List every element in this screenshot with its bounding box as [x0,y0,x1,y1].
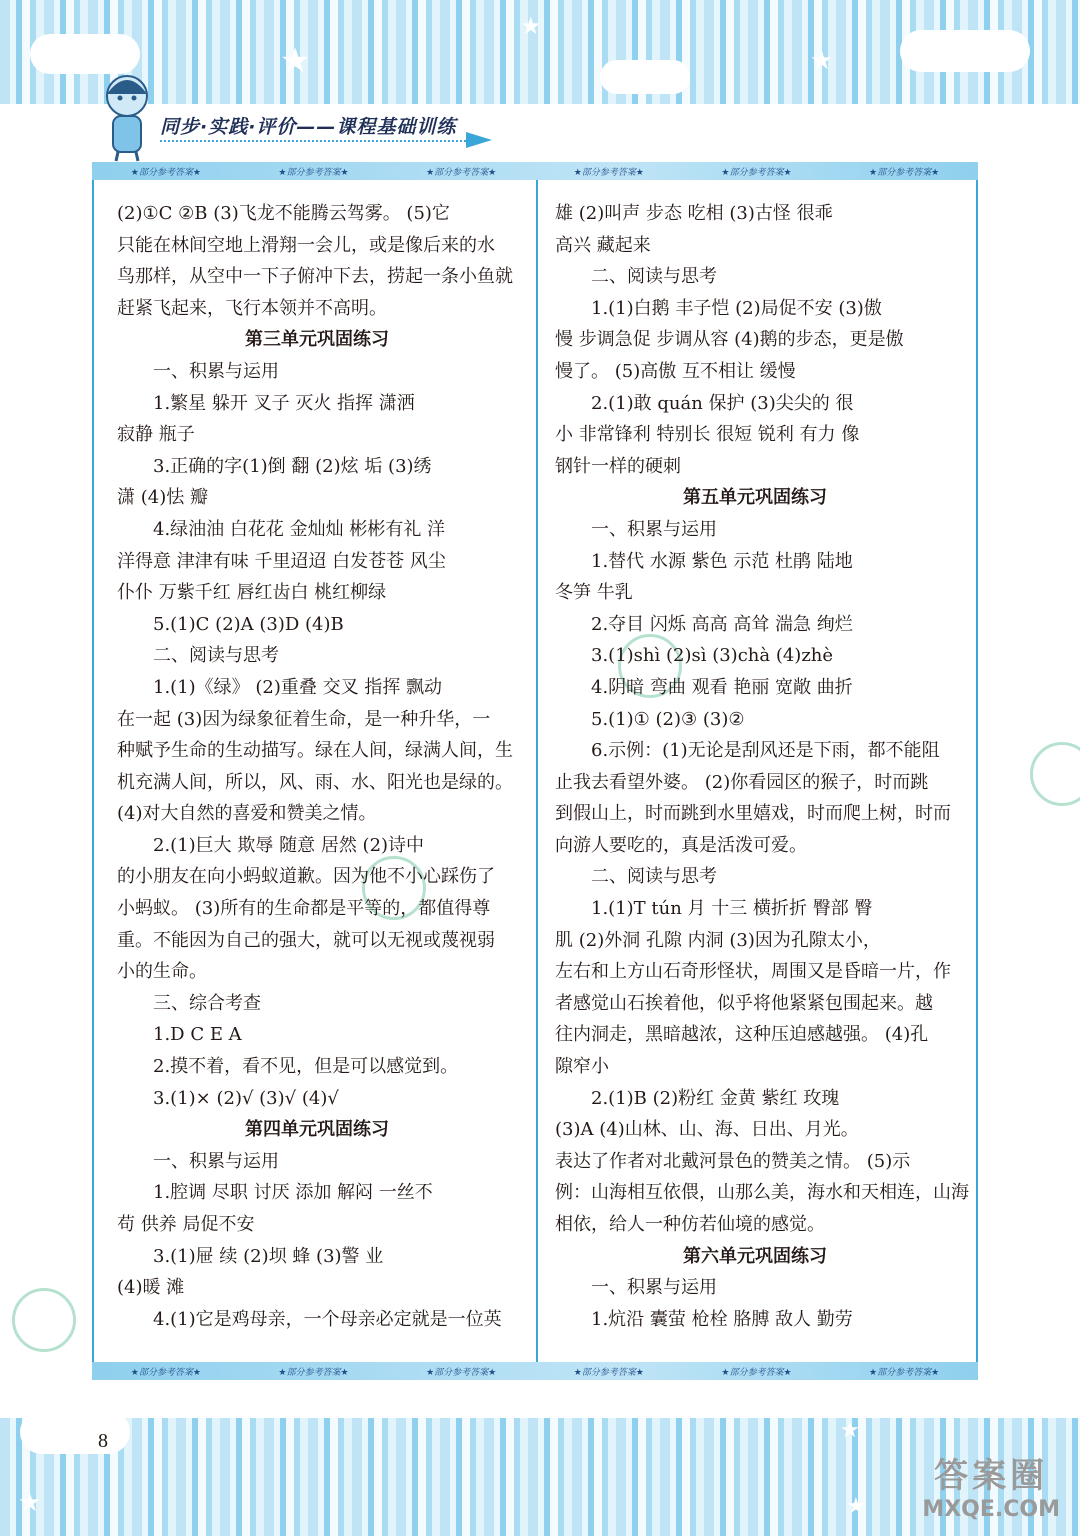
cloud-decoration [30,34,140,74]
answer-line: 潇 (4)怯 瓣 [117,487,208,509]
answer-line: 赶紧飞起来，飞行本领并不高明。 [117,297,387,319]
corner-logo [922,1448,1060,1522]
band-label: ★部分参考答案★ [278,1367,349,1378]
band-label: ★部分参考答案★ [573,1367,644,1378]
answer-line: 洋得意 津津有味 千里迢迢 白发苍苍 风尘 [117,550,446,572]
answer-line: 5.(1)① (2)③ (3)② [591,708,745,730]
answer-line: 2.(1)巨大 欺辱 随意 居然 (2)诗中 [153,834,425,856]
answer-line: 种赋予生命的生动描写。绿在人间，绿满人间，生 [117,740,513,762]
answer-line: (4)暖 滩 [117,1277,185,1299]
answer-line: 3.(1)× (2)√ (3)√ (4)√ [153,1087,339,1109]
answer-line: 2.(1)B (2)粉红 金黄 紫红 玫瑰 [591,1087,840,1109]
section-heading: 第三单元巩固练习 [245,329,389,351]
answer-line: 慢 步调急促 步调从容 (4)鹅的步态，更是傲 [555,329,904,351]
answer-line: 3.正确的字(1)倒 翻 (2)炫 垢 (3)绣 [153,455,432,477]
star-icon: ★ [846,1494,866,1519]
section-heading: 第四单元巩固练习 [245,1119,389,1141]
answer-band-top [92,162,978,180]
section-heading: 第五单元巩固练习 [683,487,827,509]
title-underline [160,140,466,142]
cloud-decoration [600,60,690,94]
page-number: 8 [98,1430,108,1452]
answer-line: 1.(1)T tún 月 十三 横折折 臀部 臀 [591,898,873,920]
answer-line: 二、阅读与思考 [591,866,717,888]
band-label: ★部分参考答案★ [130,167,201,178]
answer-line: 在一起 (3)因为绿象征着生命，是一种升华，一 [117,708,491,730]
answer-line: 苟 供养 局促不安 [117,1214,255,1235]
answer-line: 小蚂蚁。 (3)所有的生命都是平等的，都值得尊 [117,898,491,920]
answer-line: 鸟那样，从空中一下子俯冲下去，捞起一条小鱼就 [117,266,513,288]
answer-line: 一、积累与运用 [153,1150,279,1172]
answer-line: 6.示例：(1)无论是刮风还是下雨，都不能阻 [591,740,940,762]
band-label: ★部分参考答案★ [278,167,349,178]
arrow-icon [466,132,492,148]
band-label: ★部分参考答案★ [721,1367,792,1378]
answer-column-right [555,198,969,1335]
answer-line: 的小朋友在向小蚂蚁道歉。因为他不小心踩伤了 [117,866,495,888]
series-title: 同步·实践·评价——课程基础训练 [160,116,457,138]
star-icon: ★ [810,46,834,76]
answer-line: 1.(1)白鹅 丰子恺 (2)局促不安 (3)傲 [591,297,882,319]
answer-line: 只能在林间空地上滑翔一会儿，或是像后来的水 [117,234,495,256]
answer-line: 4.绿油油 白花花 金灿灿 彬彬有礼 洋 [153,518,446,540]
answer-line: 1.炕沿 囊萤 枪栓 胳膊 敌人 勤劳 [591,1308,853,1330]
answer-line: 一、积累与运用 [591,1277,717,1299]
answer-line: (4)对大自然的喜爱和赞美之情。 [117,803,377,825]
watermark-stamp [12,1288,76,1352]
answer-line: (3)A (4)山林、山、海、日出、月光。 [555,1119,859,1141]
answer-line: 肌 (2)外洞 孔隙 内洞 (3)因为孔隙太小， [555,929,881,951]
band-label: ★部分参考答案★ [573,167,644,178]
star-icon: ★ [840,1418,860,1443]
answer-line: (2)①C ②B (3)飞龙不能腾云驾雾。 (5)它 [117,203,450,224]
answer-column-left [117,198,517,1335]
band-label: ★部分参考答案★ [869,1367,940,1378]
answer-line: 向游人要吃的，真是活泼可爱。 [555,834,807,856]
answer-line: 2.(1)敢 quán 保护 (3)尖尖的 很 [591,392,854,414]
corner-logo-url: MXQE.COM [922,1497,1060,1522]
answer-band-bottom [92,1362,978,1380]
answer-line: 慢了。 (5)高傲 互不相让 缓慢 [555,360,796,382]
watermark-stamp [1030,742,1080,806]
band-label: ★部分参考答案★ [426,1367,497,1378]
answer-line: 1.替代 水源 紫色 示范 杜鹃 陆地 [591,550,853,572]
answer-line: 3.(1)屉 续 (2)坝 蜂 (3)警 业 [153,1245,384,1267]
answer-line: 钢针一样的硬刺 [555,455,681,477]
answer-line: 三、综合考查 [153,992,261,1014]
answer-line: 4.阴暗 弯曲 观看 艳丽 宽敞 曲折 [591,676,853,698]
answer-line: 机充满人间，所以，风、雨、水、阳光也是绿的。 [117,771,513,793]
answer-line: 1.(1)《绿》 (2)重叠 交叉 指挥 飘动 [153,676,443,698]
answer-line: 寂静 瓶子 [117,424,195,446]
answer-line: 仆仆 万紫千红 唇红齿白 桃红柳绿 [117,582,387,604]
answer-line: 一、积累与运用 [591,518,717,540]
answer-line: 止我去看望外婆。 (2)你看园区的猴子，时而跳 [555,771,929,793]
mascot-icon [96,70,158,162]
section-heading: 第六单元巩固练习 [683,1245,827,1267]
band-label: ★部分参考答案★ [426,167,497,178]
band-label: ★部分参考答案★ [721,167,792,178]
answer-line: 冬笋 牛乳 [555,582,633,604]
answer-line: 2.摸不着，看不见，但是可以感觉到。 [153,1056,459,1078]
cloud-decoration [900,30,1030,72]
answer-line: 4.(1)它是鸡母亲，一个母亲必定就是一位英 [153,1308,502,1330]
answer-line: 小的生命。 [117,961,207,983]
answer-line: 一、积累与运用 [153,360,279,382]
answer-line: 左右和上方山石奇形怪状，周围又是昏暗一片，作 [555,961,951,983]
band-label: ★部分参考答案★ [869,167,940,178]
answer-line: 2.夺目 闪烁 高高 高耸 湍急 绚烂 [591,613,853,635]
answer-line: 雄 (2)叫声 步态 吃相 (3)古怪 很乖 [555,203,833,224]
star-icon: ★ [280,41,311,81]
answer-line: 者感觉山石挨着他，似乎将他紧紧包围起来。越 [555,992,933,1014]
answer-line: 到假山上，时而跳到水里嬉戏，时而爬上树，时而 [555,803,951,825]
answer-line: 1.腔调 尽职 讨厌 添加 解闷 一丝不 [153,1182,433,1204]
answer-line: 高兴 藏起来 [555,234,651,256]
star-icon: ★ [18,1488,42,1518]
column-divider [536,180,538,1362]
answer-line: 重。不能因为自己的强大，就可以无视或蔑视弱 [117,929,495,951]
answer-line: 小 非常锋利 特别长 很短 锐利 有力 像 [555,424,860,446]
answer-line: 表达了作者对北戴河景色的赞美之情。 (5)示 [555,1150,911,1172]
footer-stripes [0,1418,1080,1536]
corner-logo-name: 答案圈 [934,1456,1049,1496]
answer-line: 隙窄小 [555,1056,609,1078]
answer-line: 5.(1)C (2)A (3)D (4)B [153,613,344,635]
answer-line: 例：山海相互依偎，山那么美，海水和天相连，山海 [555,1182,969,1204]
answer-line: 1.繁星 躲开 叉子 灭火 指挥 潇洒 [153,392,415,414]
answer-line: 1.D C E A [153,1024,242,1046]
cloud-decoration [20,1410,130,1454]
answer-line: 二、阅读与思考 [591,266,717,288]
answer-line: 往内洞走，黑暗越浓，这种压迫感越强。 (4)孔 [555,1024,929,1046]
star-icon: ★ [520,12,542,40]
answer-line: 相依，给人一种仿若仙境的感觉。 [555,1214,825,1235]
answer-line: 二、阅读与思考 [153,645,279,667]
answer-line: 3.(1)shì (2)sì (3)chà (4)zhè [591,645,834,667]
band-label: ★部分参考答案★ [130,1367,201,1378]
